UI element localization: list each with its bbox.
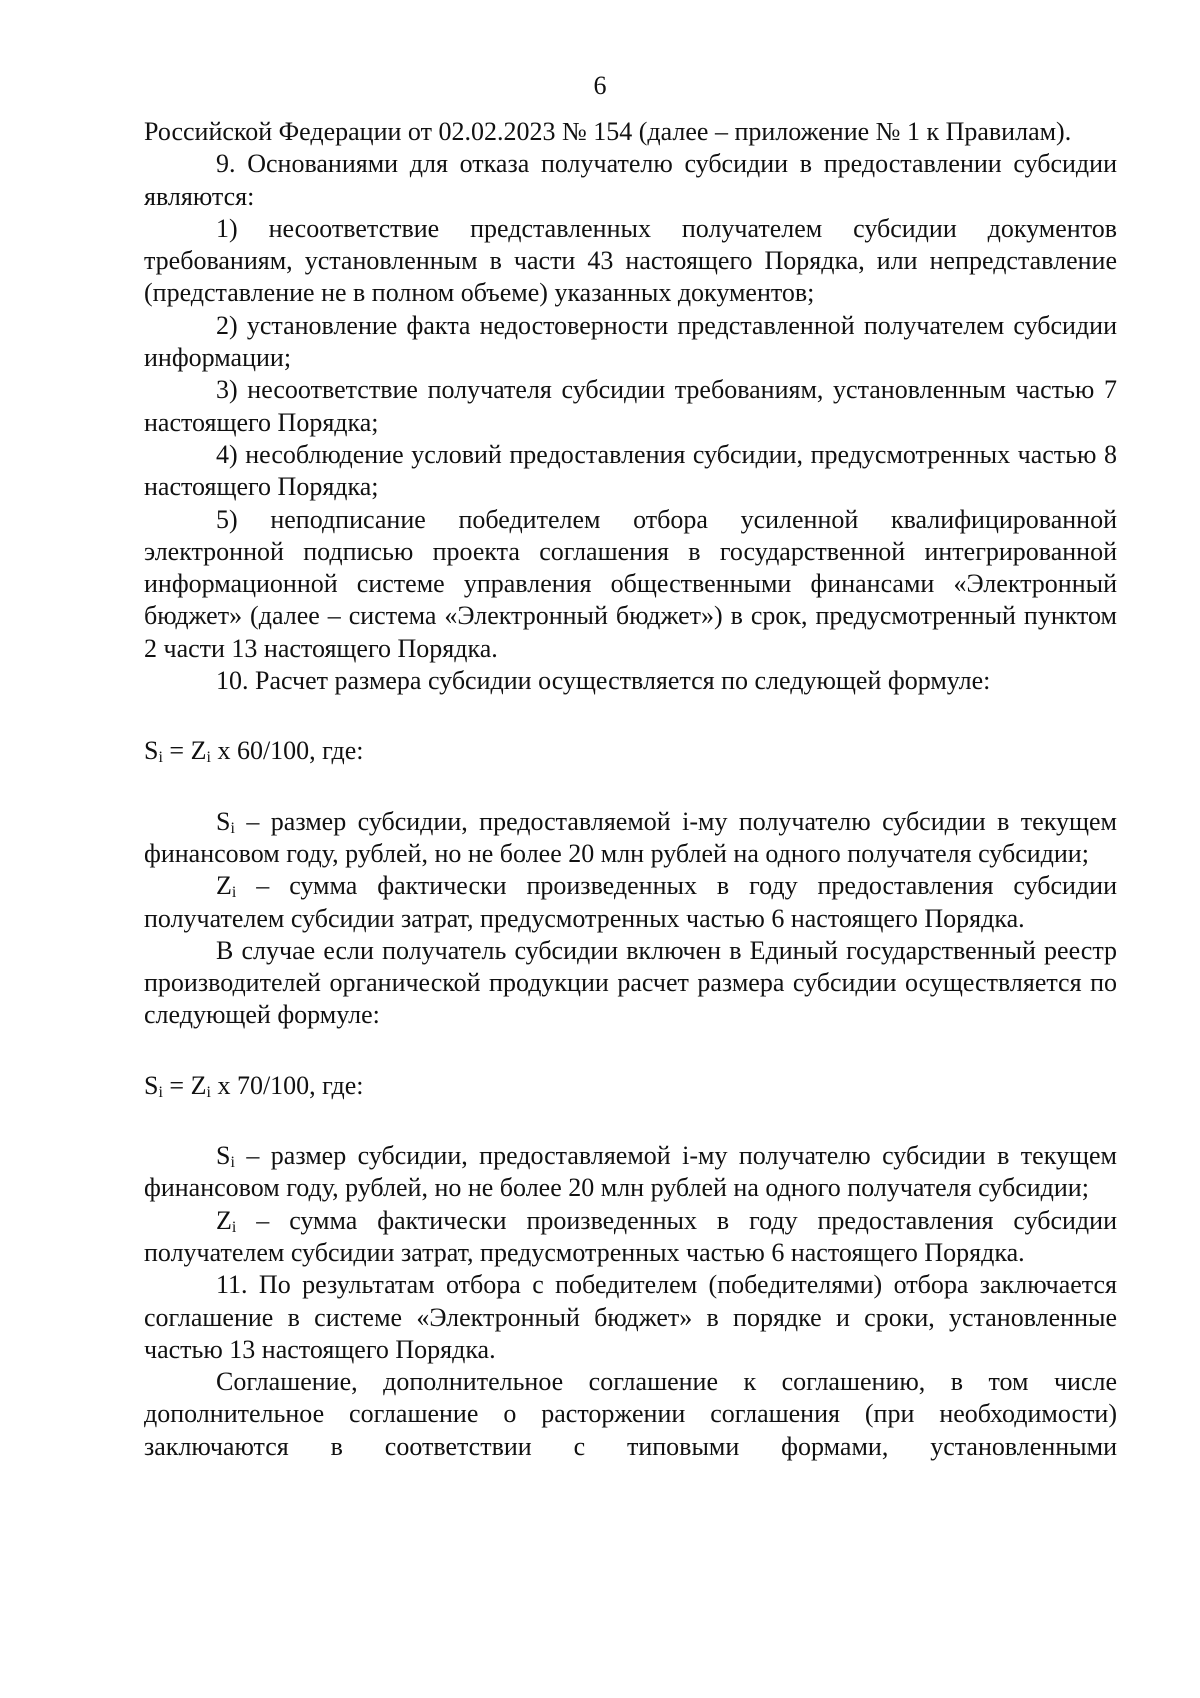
definition-s-1-text: – размер субсидии, предоставляемой i-му получателю субсидии в текущем финансовом году, рублей, но не более 20 млн рублей на одного получателя субсидии;: [144, 806, 1117, 868]
formula-70: [144, 1070, 1117, 1102]
paragraph-9: 9. Основаниями для отказа получателю субсидии в предоставлении субсидии являются:: [144, 149, 1117, 211]
definition-s-1: [144, 806, 1117, 871]
paragraph-continuation: Российской Федерации от 02.02.2023 № 154 (далее – приложение № 1 к Правилам).: [144, 117, 1072, 146]
definition-z-1-symbol: Z: [216, 871, 232, 901]
paragraph-agreement: Соглашение, дополнительное соглашение к соглашению, в том числе дополнительное соглашение о расторжении соглашения (при необходимости) заключаются в соответствии с типовыми формами, установленными: [144, 1367, 1117, 1461]
formula-70-s: S: [144, 1070, 159, 1100]
paragraph-9-item-4: 4) несоблюдение условий предоставления субсидии, предусмотренных частью 8 настоящего Порядка;: [144, 439, 1117, 502]
definition-s-2: [144, 1140, 1117, 1205]
definition-z-2-text: – сумма фактически произведенных в году предоставления субсидии получателем субсидии затрат, предусмотренных частью 6 настоящего Порядка.: [144, 1205, 1117, 1267]
paragraph-9-item-2: 2) установление факта недостоверности представленной получателем субсидии информации;: [144, 310, 1117, 373]
document-body: [144, 116, 1117, 1463]
formula-60-z: Z: [190, 736, 207, 766]
formula-60-s-sub: i: [158, 749, 163, 767]
formula-70-eq: =: [162, 1070, 191, 1100]
definition-z-2-symbol: Z: [216, 1205, 232, 1235]
definition-z-2: [144, 1205, 1117, 1270]
formula-70-z-sub: i: [206, 1083, 211, 1101]
formula-60-s: S: [144, 736, 159, 766]
formula-70-z: Z: [190, 1070, 207, 1100]
definition-z-1: [144, 870, 1117, 935]
formula-70-rest: x 70/100, где:: [210, 1070, 364, 1100]
formula-70-s-sub: i: [158, 1083, 163, 1101]
formula-60-z-sub: i: [206, 749, 211, 767]
paragraph-11: 11. По результатам отбора с победителем (победителями) отбора заключается соглашение в системе «Электронный бюджет» в порядке и сроки, установленные частью 13 настоящего Порядка.: [144, 1270, 1117, 1364]
definition-s-2-sub: i: [230, 1154, 235, 1172]
paragraph-9-item-3: 3) несоответствие получателя субсидии требованиям, установленным частью 7 настоящего Порядка;: [144, 375, 1117, 437]
definition-s-2-text: – размер субсидии, предоставляемой i-му получателю субсидии в текущем финансовом году, рублей, но не более 20 млн рублей на одного получателя субсидии;: [144, 1141, 1117, 1203]
formula-60-rest: x 60/100, где:: [210, 736, 364, 766]
paragraph-9-item-5: 5) неподписание победителем отбора усиленной квалифицированной электронной подписью проекта соглашения в государственной интегрированной информационной системе управления общественными финансами «Электронный бюджет» (далее – система «Электронный бюджет») в срок, предусмотренный пунктом 2 части 13 настоящего Порядка.: [144, 504, 1117, 663]
paragraph-organic: В случае если получатель субсидии включен в Единый государственный реестр производителей органической продукции расчет размера субсидии осуществляется по следующей формуле:: [144, 935, 1117, 1030]
definition-s-2-symbol: S: [216, 1141, 231, 1171]
definition-z-2-sub: i: [231, 1218, 237, 1236]
definition-z-1-text: – сумма фактически произведенных в году предоставления субсидии получателем субсидии затрат, предусмотренных частью 6 настоящего Порядка.: [144, 871, 1117, 933]
page-number: 6: [593, 71, 607, 100]
formula-60-eq: =: [162, 736, 191, 766]
paragraph-9-item-1: 1) несоответствие представленных получателем субсидии документов требованиям, установленным в части 43 настоящего Порядка, или непредставление (представление не в полном объеме) указанных документов;: [144, 213, 1117, 308]
formula-60: [144, 735, 1117, 767]
definition-s-1-sub: i: [230, 819, 235, 837]
paragraph-10: 10. Расчет размера субсидии осуществляется по следующей формуле:: [216, 666, 991, 696]
definition-z-1-sub: i: [231, 884, 237, 902]
definition-s-1-symbol: S: [216, 806, 231, 836]
